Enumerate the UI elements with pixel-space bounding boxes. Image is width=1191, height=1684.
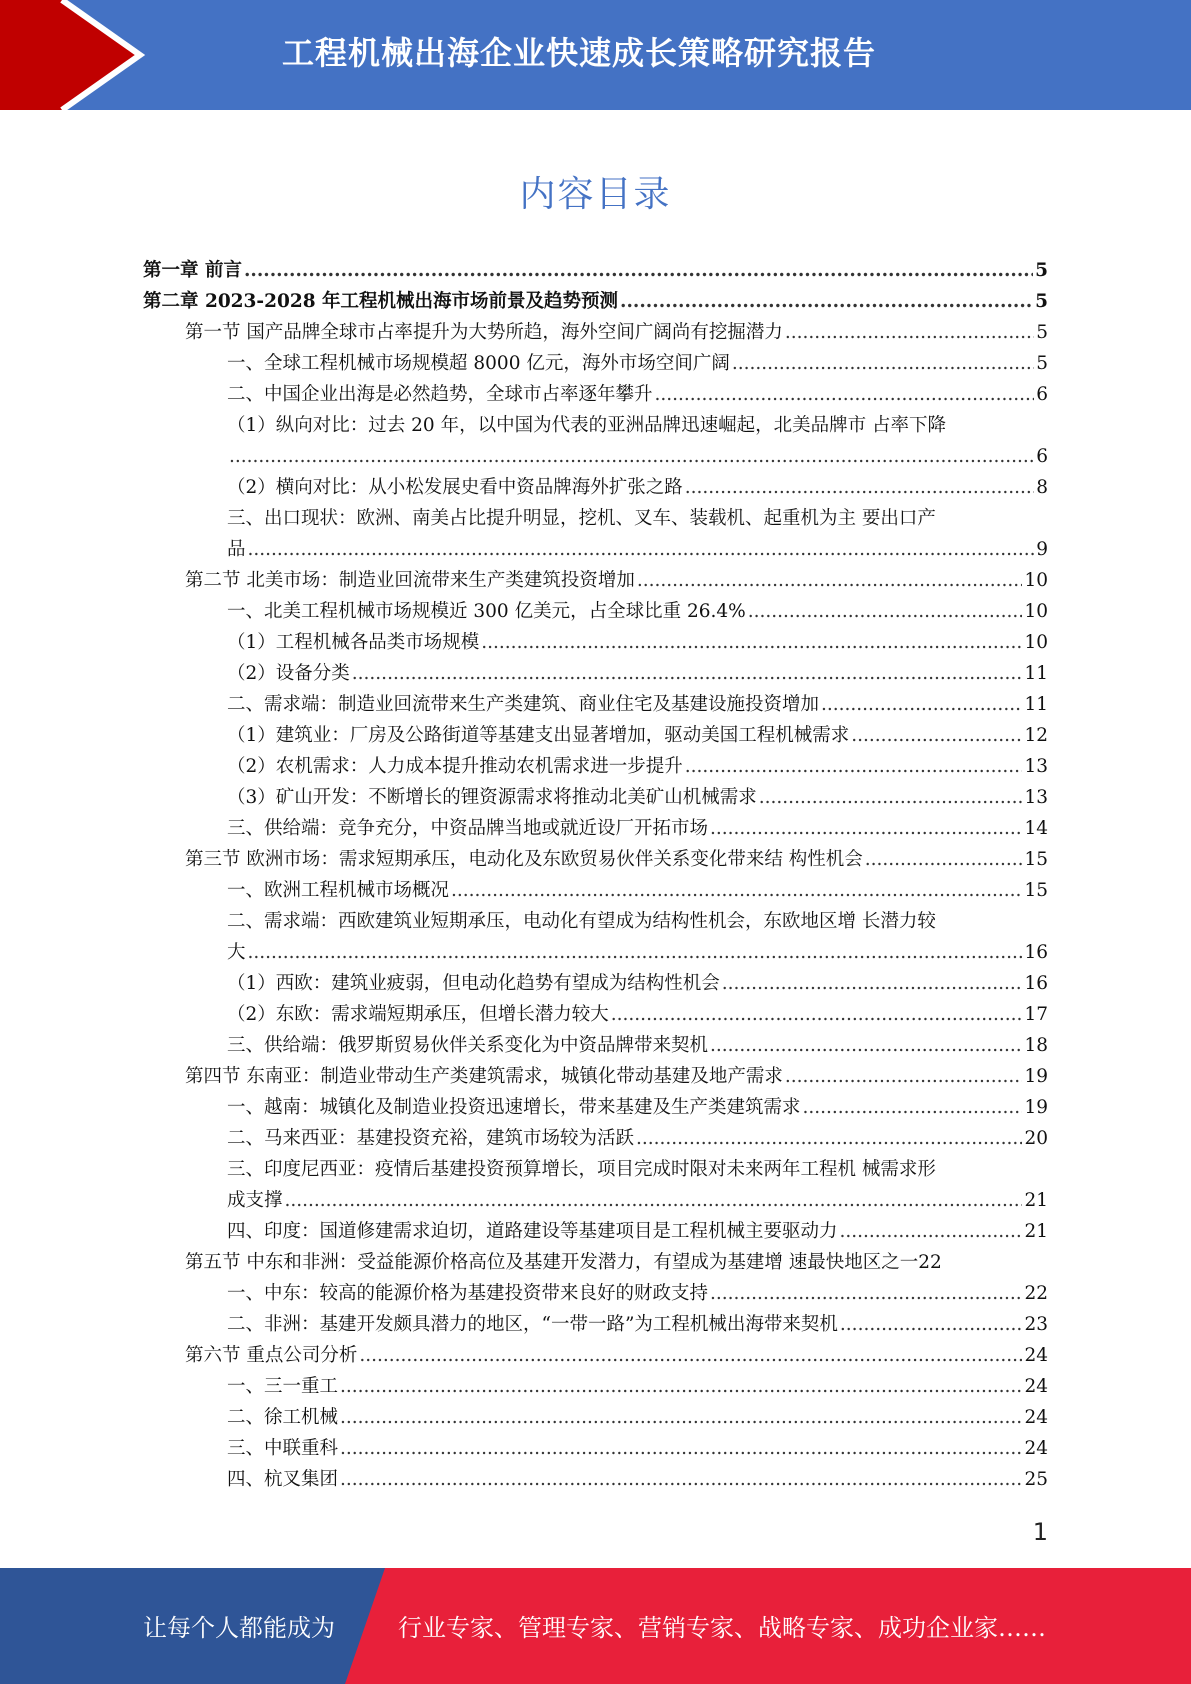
toc-leader-dots <box>244 255 1033 286</box>
toc-leader-dots <box>840 1309 1023 1340</box>
toc-leader-dots <box>840 1216 1023 1247</box>
toc-entry-page: 19 <box>1024 1066 1048 1087</box>
toc-entry-text: 二、需求端：西欧建筑业短期承压，电动化有望成为结构性机会，东欧地区增 长潜力较 <box>227 911 936 932</box>
toc-entry[interactable] <box>227 1309 1048 1340</box>
toc-entry-text: 四、杭叉集团 <box>227 1469 339 1490</box>
toc-entry-text: 三、供给端：俄罗斯贸易伙伴关系变化为中资品牌带来契机 <box>227 1035 709 1056</box>
page-number: 1 <box>1032 1518 1048 1546</box>
toc-leader-dots <box>620 286 1033 317</box>
toc-entry-text: 二、马来西亚：基建投资充裕，建筑市场较为活跃 <box>227 1128 635 1149</box>
toc-entry[interactable] <box>227 596 1048 627</box>
toc-entry-page: 21 <box>1024 1221 1048 1242</box>
toc-entry-text: 三、印度尼西亚：疫情后基建投资预算增长，项目完成时限对未来两年工程机 械需求形 <box>227 1159 936 1180</box>
toc-leader-dots <box>685 472 1034 503</box>
toc-entry[interactable] <box>227 999 1048 1030</box>
toc-entry-text: （3）矿山开发：不断增长的锂资源需求将推动北美矿山机械需求 <box>227 787 757 808</box>
toc-entry-page: 17 <box>1024 1004 1048 1025</box>
toc-leader-dots <box>803 1092 1023 1123</box>
toc-entry-page: 5 <box>1035 260 1048 281</box>
toc-entry-text: 第六节 重点公司分析 <box>185 1345 358 1366</box>
toc-leader-dots <box>785 1061 1023 1092</box>
header-banner <box>0 0 1191 110</box>
toc-entry-text-continued: 品 <box>227 539 246 560</box>
toc-entry-page: 10 <box>1024 632 1048 653</box>
toc-entry-text: 三、出口现状：欧洲、南美占比提升明显，挖机、叉车、装载机、起重机为主 要出口产 <box>227 508 936 529</box>
toc-entry-text: （2）设备分类 <box>227 663 350 684</box>
toc-entry-text: 第三节 欧洲市场：需求短期承压，电动化及东欧贸易伙伴关系变化带来结 构性机会 <box>185 849 863 870</box>
toc-entry-page: 16 <box>1024 942 1048 963</box>
toc-leader-dots <box>865 844 1023 875</box>
toc-leader-dots <box>636 1123 1022 1154</box>
toc-leader-dots <box>655 379 1035 410</box>
toc-entry-page: 20 <box>1024 1128 1048 1149</box>
toc-entry-text: 三、中联重科 <box>227 1438 339 1459</box>
toc-entry-page: 16 <box>1024 973 1048 994</box>
toc-entry[interactable] <box>227 968 1048 999</box>
toc-entry-page: 24 <box>1024 1438 1048 1459</box>
toc-entry-text: 一、中东：较高的能源价格为基建投资带来良好的财政支持 <box>227 1283 709 1304</box>
toc-leader-dots <box>851 720 1022 751</box>
toc-leader-dots <box>451 875 1022 906</box>
toc-entry-text: 二、徐工机械 <box>227 1407 339 1428</box>
toc-entry-text-continued: 成支撑 <box>227 1190 283 1211</box>
toc-leader-dots <box>759 782 1023 813</box>
toc-entry-page: 11 <box>1024 694 1048 715</box>
toc-entry[interactable] <box>227 503 1048 565</box>
toc-entry-page: 5 <box>1035 291 1048 312</box>
toc-entry-page: 23 <box>1024 1314 1048 1335</box>
toc-entry-text: 第二节 北美市场：制造业回流带来生产类建筑投资增加 <box>185 570 635 591</box>
toc-leader-dots <box>248 937 1023 968</box>
toc-entry-page: 6 <box>1036 446 1048 467</box>
toc-entry[interactable] <box>143 255 1048 286</box>
toc-entry-page: 5 <box>1036 353 1048 374</box>
header-title: 工程机械出海企业快速成长策略研究报告 <box>282 34 877 72</box>
toc-entry-text: （1）西欧：建筑业疲弱，但电动化趋势有望成为结构性机会 <box>227 973 720 994</box>
toc-leader-dots <box>710 1030 1022 1061</box>
toc-entry[interactable] <box>227 906 1048 968</box>
toc-entry-page: 8 <box>1036 477 1048 498</box>
toc-entry-page: 10 <box>1024 601 1048 622</box>
toc-entry[interactable] <box>227 875 1048 906</box>
toc-entry-page: 19 <box>1024 1097 1048 1118</box>
toc-leader-dots <box>285 1185 1023 1216</box>
toc-entry-text: 第一节 国产品牌全球市占率提升为大势所趋，海外空间广阔尚有挖掘潜力 <box>185 322 783 343</box>
toc-entry[interactable] <box>227 1278 1048 1309</box>
toc-entry-text: （2）横向对比：从小松发展史看中资品牌海外扩张之路 <box>227 477 683 498</box>
toc-leader-dots <box>611 999 1023 1030</box>
toc-leader-dots <box>340 1402 1022 1433</box>
toc-entry[interactable] <box>227 1154 1048 1216</box>
toc-entry[interactable] <box>227 1123 1048 1154</box>
toc-leader-dots <box>359 1340 1022 1371</box>
toc-entry-page: 13 <box>1024 756 1048 777</box>
toc-entry[interactable] <box>227 658 1048 689</box>
toc-entry[interactable] <box>227 782 1048 813</box>
toc-entry-page: 13 <box>1024 787 1048 808</box>
toc-entry-text: 二、中国企业出海是必然趋势，全球市占率逐年攀升 <box>227 384 653 405</box>
toc-leader-dots <box>637 565 1023 596</box>
toc-entry[interactable] <box>227 1216 1048 1247</box>
toc-leader-dots <box>785 317 1034 348</box>
toc-entry[interactable] <box>185 565 1048 596</box>
toc-entry-text-continued: 大 <box>227 942 246 963</box>
toc-entry-text: （2）农机需求：人力成本提升推动农机需求进一步提升 <box>227 756 683 777</box>
toc-entry[interactable] <box>227 1402 1048 1433</box>
toc-leader-dots <box>722 968 1023 999</box>
toc-leader-dots <box>340 1433 1022 1464</box>
toc-entry-page: 22 <box>918 1252 942 1273</box>
toc-entry[interactable] <box>185 1340 1048 1371</box>
footer-banner <box>0 1568 1191 1684</box>
toc-leader-dots <box>710 813 1022 844</box>
toc-entry[interactable] <box>227 689 1048 720</box>
toc-entry[interactable] <box>227 410 1048 472</box>
toc-entry[interactable] <box>227 348 1048 379</box>
toc-entry-text: 三、供给端：竞争充分，中资品牌当地或就近设厂开拓市场 <box>227 818 709 839</box>
toc-entry-text: 一、三一重工 <box>227 1376 339 1397</box>
toc-leader-dots <box>481 627 1022 658</box>
toc-entry-page: 5 <box>1036 322 1048 343</box>
toc-entry-text: （1）工程机械各品类市场规模 <box>227 632 480 653</box>
toc-entry-text: 一、全球工程机械市场规模超 8000 亿元，海外市场空间广阔 <box>227 353 730 374</box>
toc-entry[interactable] <box>227 1464 1048 1495</box>
toc-entry[interactable] <box>227 1092 1048 1123</box>
toc-entry-page: 9 <box>1036 539 1048 560</box>
toc-entry-page: 21 <box>1024 1190 1048 1211</box>
footer-slogan-left: 让每个人都能成为 <box>143 1614 335 1642</box>
toc-entry[interactable] <box>227 627 1048 658</box>
toc-entry[interactable] <box>227 1371 1048 1402</box>
toc-leader-dots <box>340 1464 1022 1495</box>
toc-entry-page: 24 <box>1024 1345 1048 1366</box>
toc-entry-page: 12 <box>1024 725 1048 746</box>
toc-leader-dots <box>732 348 1034 379</box>
toc-entry[interactable] <box>227 1433 1048 1464</box>
toc-entry-text: 一、越南：城镇化及制造业投资迅速增长，带来基建及生产类建筑需求 <box>227 1097 801 1118</box>
toc-entry-text: （1）纵向对比：过去 20 年，以中国为代表的亚洲品牌迅速崛起，北美品牌市 占率下降 <box>227 415 946 436</box>
toc-leader-dots <box>710 1278 1022 1309</box>
toc-entry-text: 四、印度：国道修建需求迫切，道路建设等基建项目是工程机械主要驱动力 <box>227 1221 838 1242</box>
toc-entry-page: 6 <box>1036 384 1048 405</box>
toc-entry-text: 一、北美工程机械市场规模近 300 亿美元，占全球比重 26.4% <box>227 601 746 622</box>
toc-entry[interactable] <box>185 844 1048 875</box>
toc-entry[interactable] <box>185 317 1048 348</box>
toc-entry-text: 第二章 2023-2028 年工程机械出海市场前景及趋势预测 <box>143 291 619 312</box>
toc-entry-page: 18 <box>1024 1035 1048 1056</box>
toc-entry[interactable] <box>143 286 1048 317</box>
toc-leader-dots <box>248 534 1035 565</box>
toc-entry-text: 一、欧洲工程机械市场概况 <box>227 880 450 901</box>
toc-entry[interactable] <box>185 1061 1048 1092</box>
toc-entry-text: 第一章 前言 <box>143 260 242 281</box>
toc-entry-page: 11 <box>1024 663 1048 684</box>
toc-entry-page: 15 <box>1024 880 1048 901</box>
toc-entry-text: 第五节 中东和非洲：受益能源价格高位及基建开发潜力，有望成为基建增 速最快地区之一 <box>185 1252 919 1273</box>
toc-entry-page: 15 <box>1024 849 1048 870</box>
toc-entry-page: 14 <box>1024 818 1048 839</box>
toc-entry-text: （2）东欧：需求端短期承压，但增长潜力较大 <box>227 1004 609 1025</box>
toc-entry[interactable] <box>227 751 1048 782</box>
toc-entry-page: 10 <box>1024 570 1048 591</box>
toc-entry-text: （1）建筑业：厂房及公路街道等基建支出显著增加，驱动美国工程机械需求 <box>227 725 850 746</box>
toc-entry-text: 二、需求端：制造业回流带来生产类建筑、商业住宅及基建设施投资增加 <box>227 694 820 715</box>
toc-leader-dots <box>685 751 1023 782</box>
toc-entry-text: 第四节 东南亚：制造业带动生产类建筑需求，城镇化带动基建及地产需求 <box>185 1066 783 1087</box>
toc-title: 内容目录 <box>519 174 672 215</box>
toc-leader-dots <box>352 658 1023 689</box>
toc-entry[interactable] <box>227 1030 1048 1061</box>
toc-leader-dots <box>229 441 1034 472</box>
toc-entry-page: 25 <box>1024 1469 1048 1490</box>
toc-entry[interactable] <box>227 379 1048 410</box>
toc-leader-dots <box>821 689 1022 720</box>
toc-leader-dots <box>340 1371 1022 1402</box>
toc-entry[interactable] <box>227 720 1048 751</box>
toc-entry[interactable] <box>227 472 1048 503</box>
footer-slogan-right: 行业专家、管理专家、营销专家、战略专家、成功企业家…… <box>398 1614 1046 1642</box>
toc-entry-text: 二、非洲：基建开发颇具潜力的地区，“一带一路”为工程机械出海带来契机 <box>227 1314 838 1335</box>
toc-entry-page: 24 <box>1024 1407 1048 1428</box>
toc-entry[interactable] <box>227 813 1048 844</box>
toc-entry-page: 22 <box>1024 1283 1048 1304</box>
toc-leader-dots <box>748 596 1023 627</box>
toc-entry-page: 24 <box>1024 1376 1048 1397</box>
toc-entry[interactable] <box>185 1247 1048 1278</box>
